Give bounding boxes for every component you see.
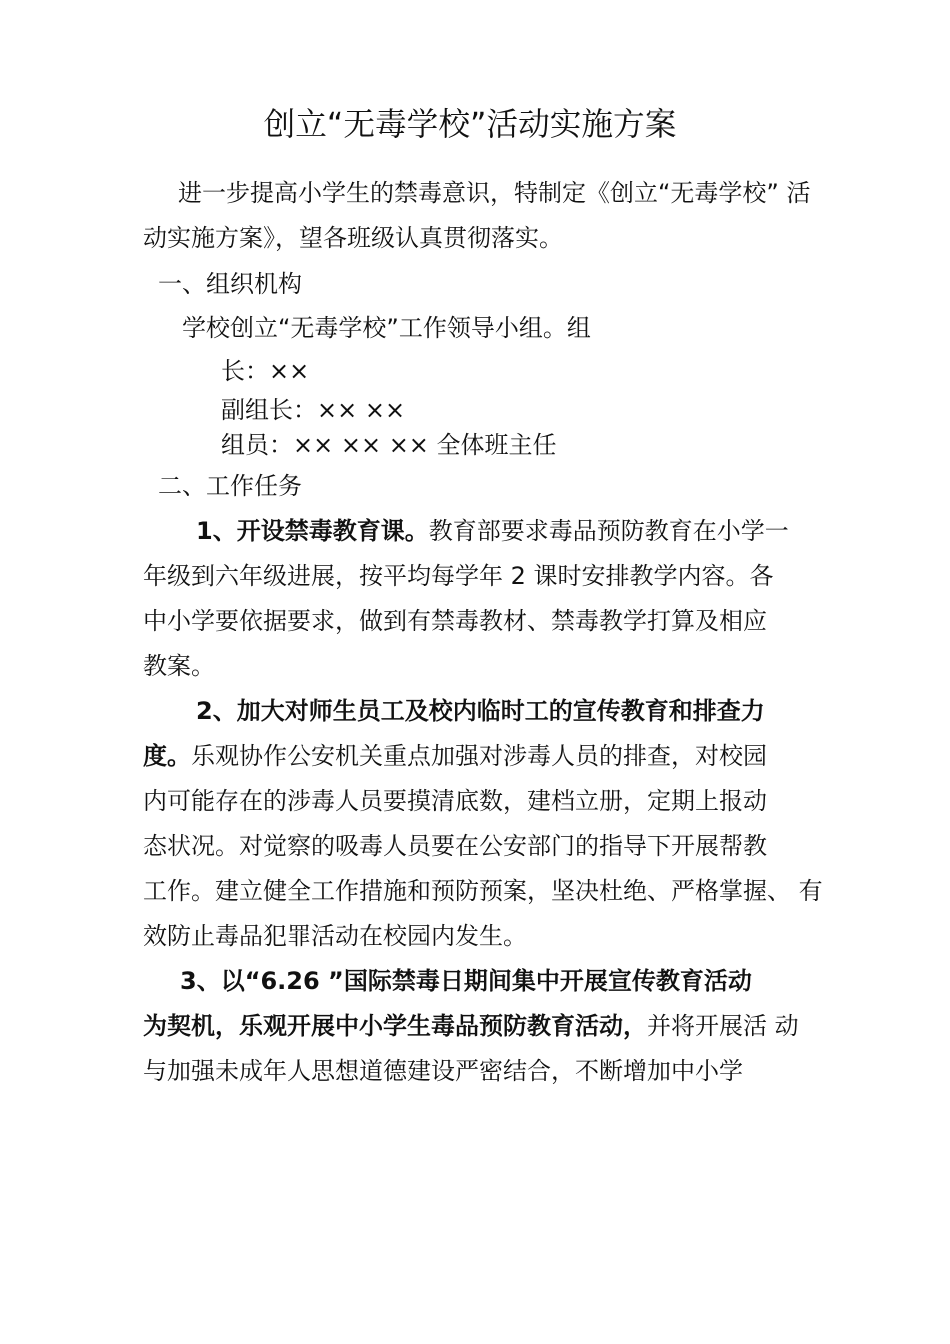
task-2-title-end: 度。 — [143, 742, 191, 770]
task-1-line-1 — [196, 516, 789, 546]
task-2-line-3: 内可能存在的涉毒人员要摸清底数，建档立册，定期上报动 — [143, 787, 767, 815]
task-3-title-line-1: 3、以“6.26 ”国际禁毒日期间集中开展宣传教育活动 — [180, 967, 752, 995]
task-1-line-2: 年级到六年级进展，按平均每学年 2 课时安排教学内容。各 — [143, 562, 774, 590]
intro-line-2: 动实施方案》，望各班级认真贯彻落实。 — [143, 224, 563, 252]
section-heading-organization-text: 一、组织机构 — [158, 270, 302, 298]
task-2-line-2-text: 乐观协作公安机关重点加强对涉毒人员的排查，对校园 — [191, 742, 767, 770]
section-heading-tasks: 二、工作任务 — [158, 472, 302, 500]
task-2-line-6: 效防止毒品犯罪活动在校园内发生。 — [143, 922, 527, 950]
organization-lead: 学校创立“无毒学校”工作领导小组。组 — [182, 314, 591, 342]
task-3-line-3: 与加强未成年人思想道德建设严密结合，不断增加中小学 — [143, 1057, 743, 1085]
task-2-line-2 — [143, 741, 767, 771]
task-2-line-5: 工作。建立健全工作措施和预防预案，坚决杜绝、严格掌握、 有 — [143, 877, 823, 905]
task-1-line-3: 中小学要依据要求，做到有禁毒教材、禁毒教学打算及相应 — [143, 607, 767, 635]
organization-deputy: 副组长：×× ×× — [221, 396, 406, 424]
task-1-line-1-text: 教育部要求毒品预防教育在小学一 — [428, 517, 789, 545]
intro-line-1: 进一步提高小学生的禁毒意识，特制定《创立“无毒学校” 活 — [178, 179, 811, 207]
task-2-title-line-1: 2、加大对师生员工及校内临时工的宣传教育和排查力 — [196, 697, 765, 725]
task-1-title: 1、开设禁毒教育课。 — [196, 517, 429, 545]
organization-members: 组员：×× ×× ×× 全体班主任 — [221, 431, 557, 459]
task-3-line-2 — [143, 1011, 799, 1041]
organization-leader: 长：×× — [221, 357, 310, 385]
task-2-line-4: 态状况。对觉察的吸毒人员要在公安部门的指导下开展帮教 — [143, 832, 767, 860]
task-1-line-4: 教案。 — [143, 652, 215, 680]
task-3-line-2-text: 并将开展活 动 — [647, 1012, 799, 1040]
document-title: 创立“无毒学校”活动实施方案 — [263, 105, 677, 143]
task-3-title-end: 为契机，乐观开展中小学生毒品预防教育活动， — [143, 1012, 647, 1040]
section-heading-organization — [158, 269, 302, 299]
